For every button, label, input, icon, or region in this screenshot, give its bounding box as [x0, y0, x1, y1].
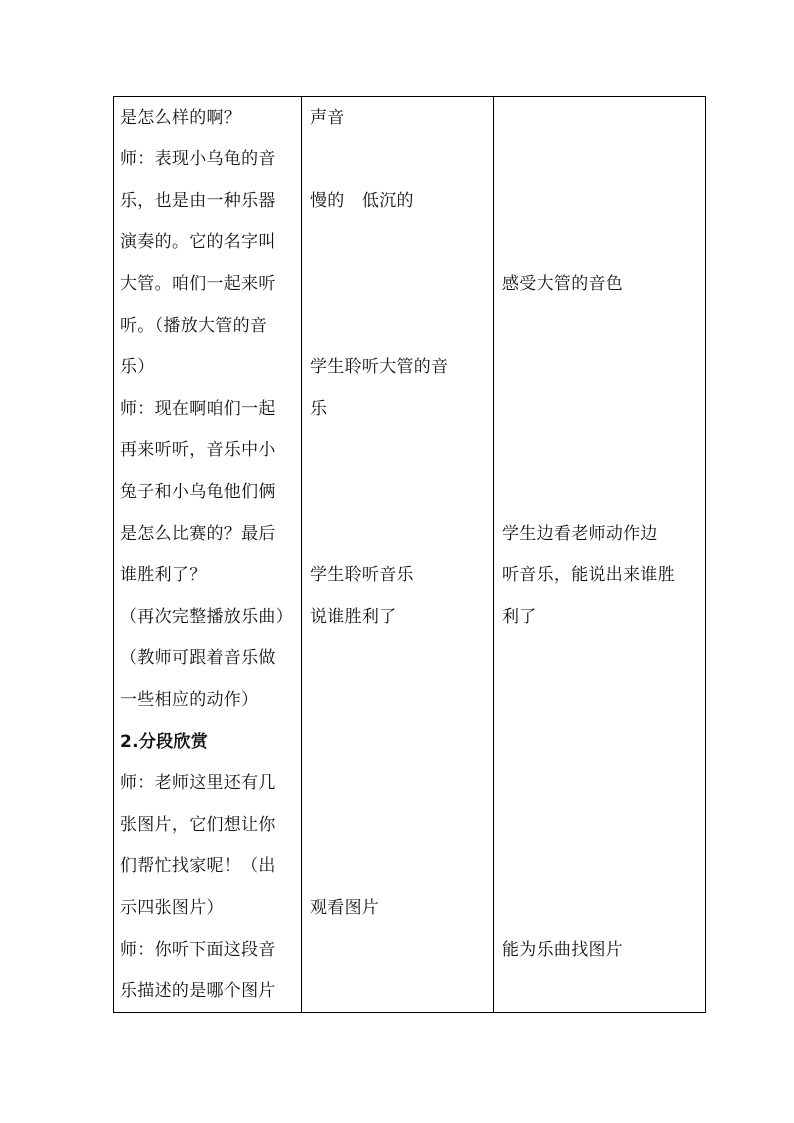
intent-line: 感受大管的音色 [502, 274, 624, 294]
teacher-line: 听。（播放大管的音 [120, 316, 268, 336]
student-line: 声音 [310, 108, 345, 128]
student-line: 学生聆听音乐 [310, 565, 414, 585]
intent-line: 利了 [502, 607, 537, 627]
student-line: 乐 [310, 399, 328, 419]
teacher-line: 大管。咱们一起来听 [120, 274, 276, 294]
teacher-line: 张图片，它们想让你 [120, 815, 276, 835]
design-intent-column [493, 97, 706, 1012]
teacher-line: （教师可跟着音乐做 [120, 648, 276, 668]
teacher-activity-column [114, 97, 301, 1012]
student-line: 慢的 低沉的 [310, 191, 414, 211]
teacher-line: 演奏的。它的名字叫 [120, 232, 276, 252]
teacher-line: 乐描述的是哪个图片 [120, 981, 276, 1001]
teacher-line: 是怎么样的啊？ [120, 108, 242, 128]
teacher-line: 师：表现小乌龟的音 [120, 149, 276, 169]
teacher-line: 师：你听下面这段音 [120, 940, 276, 960]
lesson-plan-table [113, 96, 706, 1013]
intent-line: 听音乐，能说出来谁胜 [502, 565, 675, 585]
teacher-line: 乐，也是由一种乐器 [120, 191, 276, 211]
intent-line: 能为乐曲找图片 [502, 940, 624, 960]
teacher-line: 兔子和小乌龟他们俩 [120, 482, 276, 502]
student-activity-column [301, 97, 494, 1012]
teacher-line: （再次完整播放乐曲） [120, 607, 293, 627]
student-line: 观看图片 [310, 898, 380, 918]
teacher-line: 师：老师这里还有几 [120, 773, 276, 793]
teacher-line: 谁胜利了？ [120, 565, 207, 585]
student-line: 学生聆听大管的音 [310, 357, 449, 377]
teacher-line: 再来听听，音乐中小 [120, 440, 276, 460]
teacher-line: 师：现在啊咱们一起 [120, 399, 276, 419]
section-heading: 2.分段欣赏 [120, 732, 209, 752]
teacher-line: 一些相应的动作） [120, 690, 259, 710]
intent-line: 学生边看老师动作边 [502, 524, 658, 544]
teacher-line: 们帮忙找家呢！（出 [120, 856, 276, 876]
teacher-line: 示四张图片） [120, 898, 224, 918]
teacher-line: 乐） [120, 357, 155, 377]
teacher-line: 是怎么比赛的？最后 [120, 524, 276, 544]
student-line: 说谁胜利了 [310, 607, 397, 627]
